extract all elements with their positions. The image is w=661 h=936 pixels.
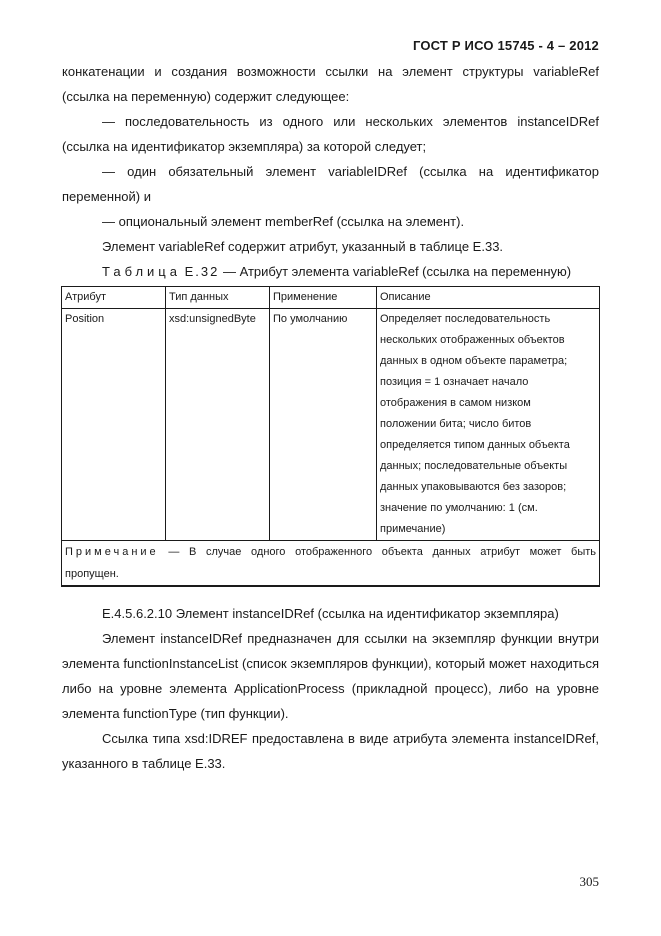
section-paragraph-1: Элемент instanceIDRef предназначен для ссылки на экземпляр функции внутри элемента functionInstanceList (список экземпляров функции), который может находиться либо на уровне элемента ApplicationProcess (прикладной процесс), либо на уровне элемента functionType (тип функции). [62,631,599,721]
cell-usage: По умолчанию [270,309,377,541]
table-header-row [62,287,600,309]
document-header: ГОСТ Р ИСО 15745 - 4 – 2012 [412,38,599,53]
section-instance-idref [62,601,599,776]
header-usage: Применение [270,287,377,309]
description-line: определяется типом данных объекта [380,439,570,451]
cell-attribute: Position [62,309,166,541]
cell-description [377,309,600,541]
table-note-row [62,541,600,587]
description-line: данных упаковываются без зазоров; [380,481,567,493]
attribute-table [61,286,600,587]
description-line: данных; последовательные объекты [380,460,568,472]
paragraph-attribute-ref: Элемент variableRef содержит атрибут, указанный в таблице Е.33. [102,239,504,254]
paragraph-intro: конкатенации и создания возможности ссылки на элемент структуры variableRef (ссылка на переменную) содержит следующее: [62,64,599,104]
table-note [62,541,600,587]
description-line: нескольких отображенных объектов [380,334,565,346]
bullet-instance-idref: — последовательность из одного или нескольких элементов instanceIDRef (ссылка на идентификатор экземпляра) за которой следует; [62,114,599,154]
table-caption-label: Таблица [102,264,181,279]
table-caption-text: — Атрибут элемента variableRef (ссылка на переменную) [222,264,572,279]
note-label: Примечание [65,546,159,558]
header-attribute: Атрибут [62,287,166,309]
description-line: Определяет последовательность [380,313,551,325]
description-line: примечание) [380,523,446,535]
description-line: положении бита; число битов [380,418,532,430]
section-paragraph-2: Ссылка типа xsd:IDREF предоставлена в виде атрибута элемента instanceIDRef, указанного в таблице Е.33. [62,731,599,771]
table-caption [62,259,599,284]
header-description: Описание [377,287,600,309]
cell-data-type: xsd:unsignedByte [166,309,270,541]
table-row [62,309,600,541]
table-caption-number: Е.32 [184,264,220,279]
description-line: значение по умолчанию: 1 (см. [380,502,538,514]
description-line: данных в одном объекте параметра; [380,355,568,367]
description-line: отображения в самом низком [380,397,531,409]
note-text: — В случае одного отображенного объекта данных атрибут может быть пропущен. [65,546,596,580]
header-data-type: Тип данных [166,287,270,309]
page-number: 305 [579,874,599,889]
description-line: позиция = 1 означает начало [380,376,529,388]
section-heading: Е.4.5.6.2.10 Элемент instanceIDRef (ссылка на идентификатор экземпляра) [102,606,559,621]
bullet-variable-idref: — один обязательный элемент variableIDRef (ссылка на идентификатор переменной) и [62,164,599,204]
bullet-member-ref: — опциональный элемент memberRef (ссылка на элемент). [102,214,465,229]
page-content [62,59,599,776]
